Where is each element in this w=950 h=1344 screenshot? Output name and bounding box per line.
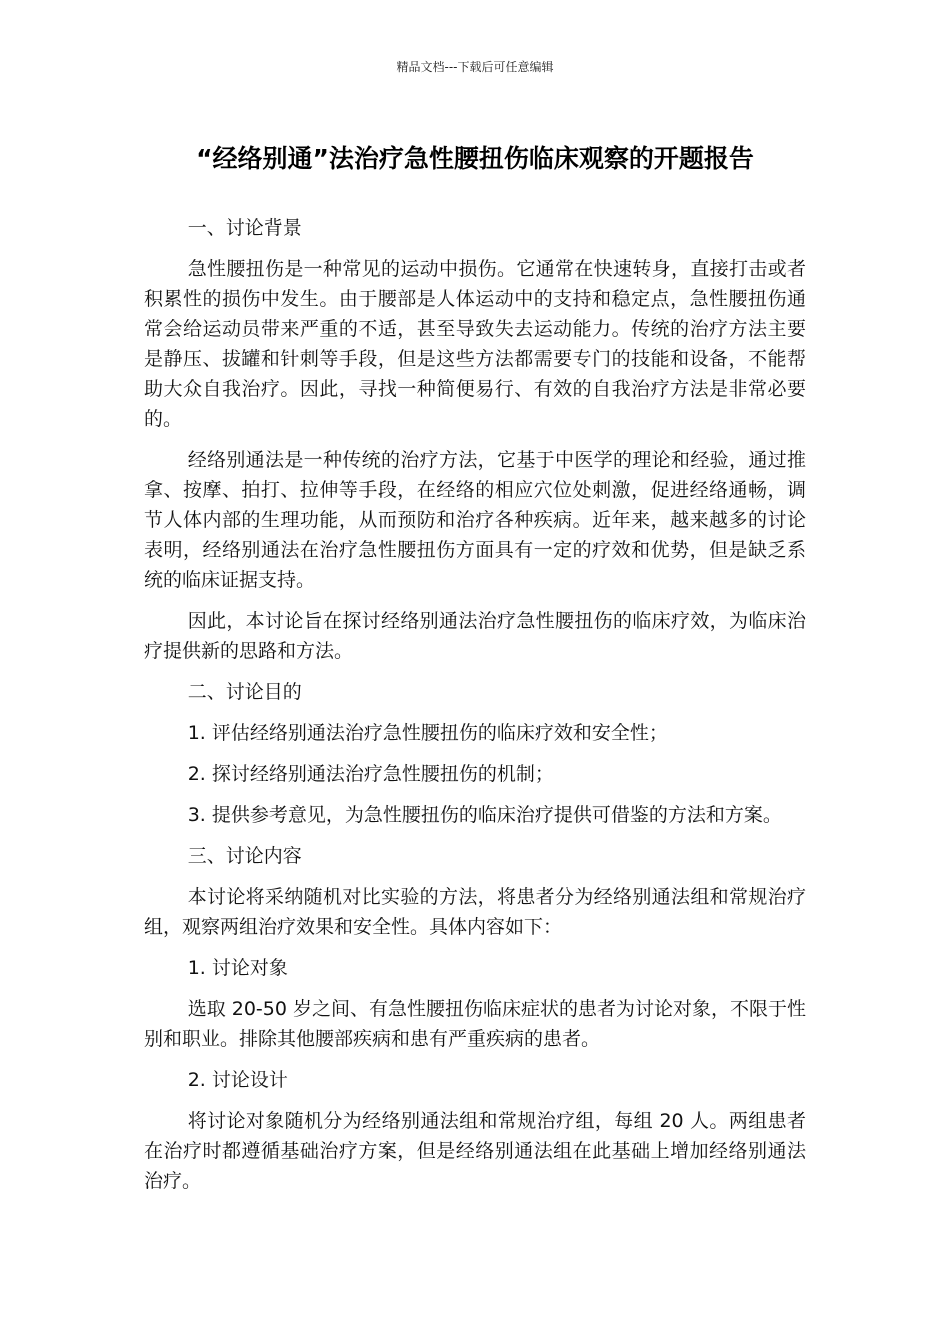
paragraph: 本讨论将采纳随机对比实验的方法，将患者分为经络别通法组和常规治疗组，观察两组治疗效果和安全性。具体内容如下： (144, 886, 806, 938)
section-heading-content: 三、讨论内容 (187, 845, 302, 867)
list-item: 3. 提供参考意见，为急性腰扭伤的临床治疗提供可借鉴的方法和方案。 (187, 804, 782, 826)
paragraph: 选取 20-50 岁之间、有急性腰扭伤临床症状的患者为讨论对象，不限于性别和职业。排除其他腰部疾病和患有严重疾病的患者。 (144, 998, 806, 1050)
section-heading-background: 一、讨论背景 (187, 217, 302, 239)
paragraph: 急性腰扭伤是一种常见的运动中损伤。它通常在快速转身，直接打击或者积累性的损伤中发生。由于腰部是人体运动中的支持和稳定点，急性腰扭伤通常会给运动员带来严重的不适，甚至导致失去运动能力。传统的治疗方法主要是静压、拔罐和针刺等手段，但是这些方法都需要专门的技能和设备，不能帮助大众自我治疗。因此，寻找一种简便易行、有效的自我治疗方法是非常必要的。 (144, 258, 806, 430)
document-title: “经络别通”法治疗急性腰扭伤临床观察的开题报告 (196, 144, 754, 173)
paragraph: 将讨论对象随机分为经络别通法组和常规治疗组，每组 20 人。两组患者在治疗时都遵循基础治疗方案，但是经络别通法组在此基础上增加经络别通法治疗。 (144, 1110, 806, 1192)
list-item: 2. 探讨经络别通法治疗急性腰扭伤的机制； (187, 763, 554, 785)
paragraph: 经络别通法是一种传统的治疗方法，它基于中医学的理论和经验，通过推拿、按摩、拍打、拉伸等手段，在经络的相应穴位处刺激，促进经络通畅，调节人体内部的生理功能，从而预防和治疗各种疾病。近年来，越来越多的讨论表明，经络别通法在治疗急性腰扭伤方面具有一定的疗效和优势，但是缺乏系统的临床证据支持。 (144, 449, 806, 591)
document-body (144, 213, 806, 1207)
paragraph: 因此，本讨论旨在探讨经络别通法治疗急性腰扭伤的临床疗效，为临床治疗提供新的思路和方法。 (144, 610, 806, 662)
header-note: 精品文档---下载后可任意编辑 (396, 60, 554, 74)
subheading-subjects: 1. 讨论对象 (187, 957, 288, 979)
list-item: 1. 评估经络别通法治疗急性腰扭伤的临床疗效和安全性； (187, 722, 668, 744)
section-heading-purpose: 二、讨论目的 (187, 681, 302, 703)
subheading-design: 2. 讨论设计 (187, 1069, 288, 1091)
